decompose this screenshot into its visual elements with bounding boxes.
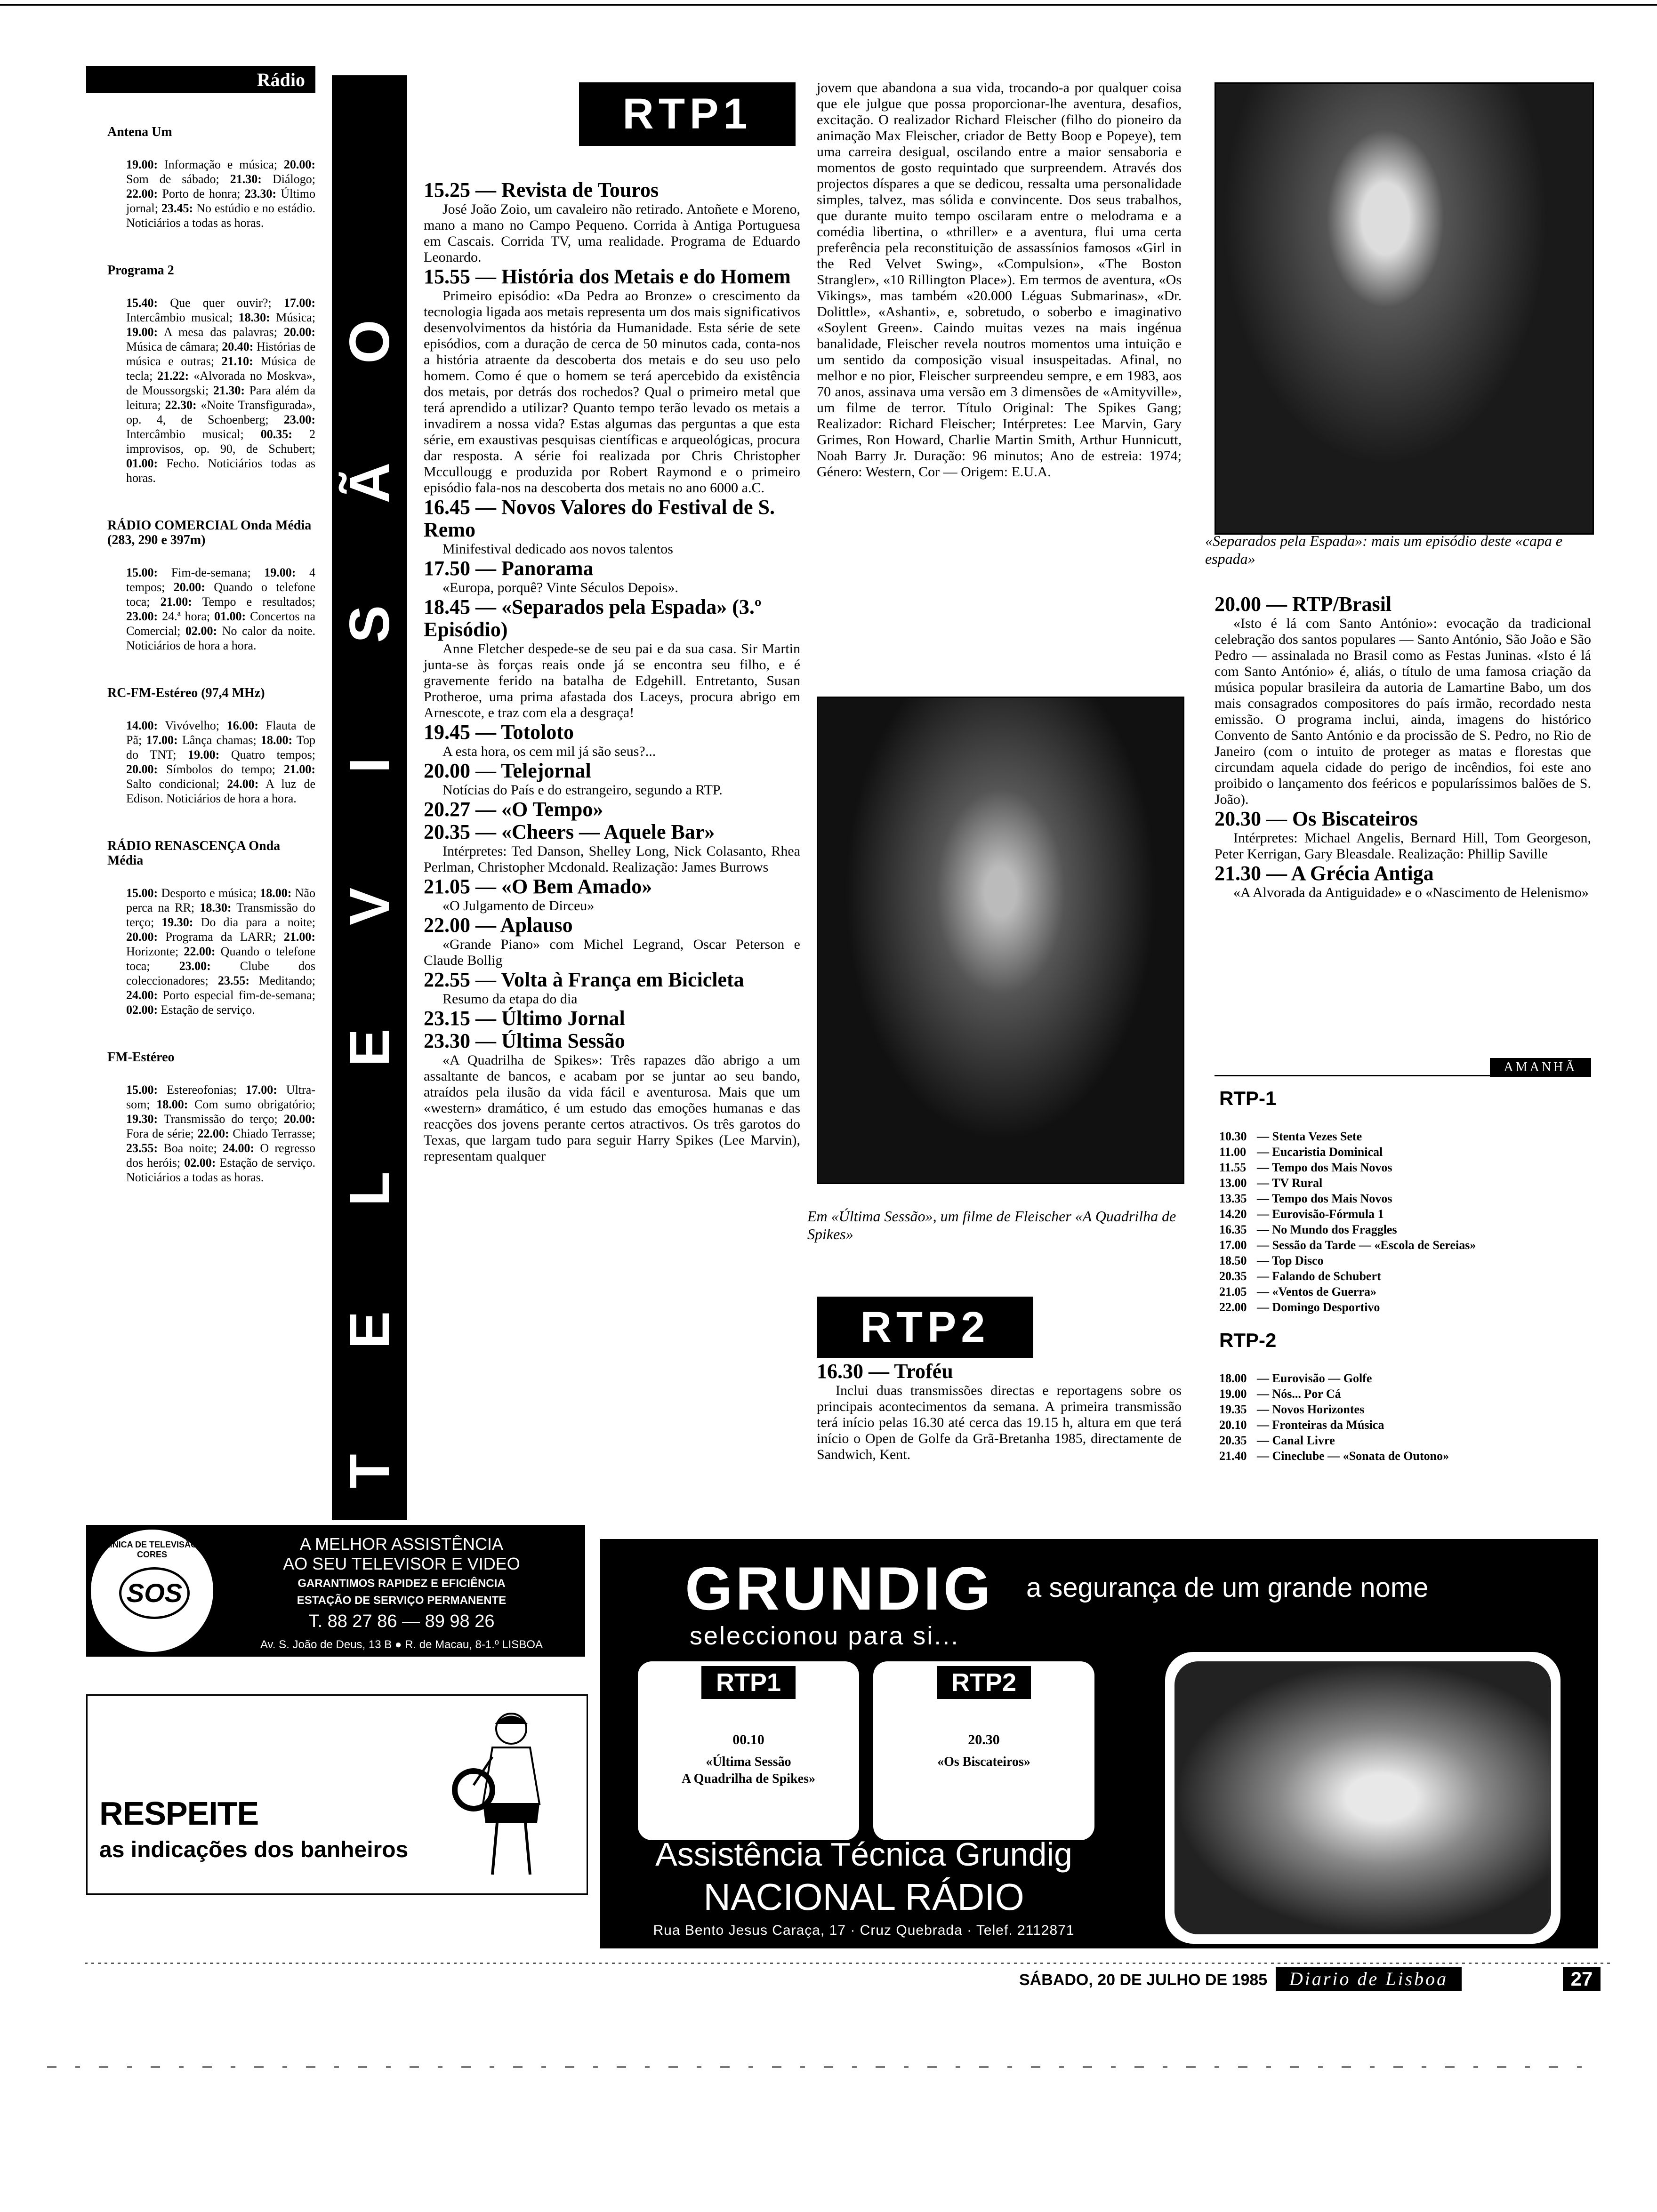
- tv-program: [424, 596, 800, 721]
- radio-time: 20.00:: [173, 580, 205, 594]
- radio-program: Programa da LARR;: [158, 930, 284, 944]
- radio-time: 19.00:: [126, 158, 158, 171]
- radio-program: Fecho. Noticiários todas as horas.: [126, 457, 315, 485]
- radio-program: Porto especial fim-de-semana;: [158, 988, 315, 1002]
- radio-program: 24.ª hora;: [158, 609, 215, 623]
- radio-program: Porto de honra;: [158, 187, 245, 200]
- tv-program-title: 17.50 — Panorama: [424, 557, 594, 580]
- radio-time: 15.00:: [126, 1083, 158, 1097]
- schedule-row: [1219, 1191, 1586, 1206]
- respeite-subtitle: as indicações dos banheiros: [99, 1837, 409, 1862]
- tv-program-title: 21.05 — «O Bem Amado»: [424, 875, 652, 898]
- tv-program: [424, 721, 800, 760]
- radio-program: Estereofonias;: [158, 1083, 246, 1097]
- rtp1-logo: RTP1: [579, 82, 796, 146]
- tv-program: [424, 821, 800, 875]
- radio-program: Música de tecla;: [126, 354, 315, 383]
- schedule-time: 21.05: [1219, 1285, 1247, 1298]
- radio-program: Quando o telefone toca;: [126, 580, 315, 609]
- radio-time: 22.00:: [126, 187, 158, 200]
- televisao-letter: [338, 1440, 402, 1502]
- rtp1-programs: [424, 179, 800, 1164]
- radio-time: 02.00:: [184, 1156, 216, 1170]
- radio-time: 20.00:: [126, 762, 158, 776]
- schedule-time: 11.55: [1219, 1161, 1247, 1174]
- radio-program: No calor da noite. Noticiários de hora a hora.: [126, 624, 316, 652]
- radio-program: Estação de serviço.: [158, 1003, 255, 1017]
- radio-header: Rádio: [86, 66, 315, 93]
- radio-time: 23.00:: [283, 413, 315, 426]
- tv-program-description: Anne Fletcher despede-se de seu pai e da sua casa. Sir Martin junta-se às forças reais onde já se encontra seu filho, e é gravemente ferido na batalha de Edgehill. Entretanto, Susan Protheroe, uma prima afastada dos Laceys, procura abrigo em Arnescote, e traz com ela a desgraça!: [424, 641, 800, 721]
- radio-time: 24.00:: [222, 1141, 255, 1155]
- bottom-scan-marks: [47, 2066, 1601, 2068]
- radio-time: 21.00:: [283, 762, 315, 776]
- radio-program: Intercâmbio musical;: [126, 311, 239, 324]
- tv-program-description: Primeiro episódio: «Da Pedra ao Bronze» o crescimento da tecnologia ligada aos metais representa um dos mais significativos desenvolvimentos da história da Humanidade. Esta série de sete episódios, com a duração de cerca de 50 minutos cada, conta-nos a história atraente da descoberta dos metais e do seu uso pelo homem. Como é que o homem se terá apercebido da existência dos metais, por detrás dos rochedos? Qual o primeiro metal que terá aprendido a utilizar? Quanto tempo terão levado os metais a invadirem a nossa vida? Estas algumas das perguntas a que esta série, em exaustivas pesquisas científicas e arqueológicas, procura dar resposta. A série foi realizada por Chris Christopher Mccullougg e produzida por Robert Raymond e o primeiro episódio fala-nos na descoberta dos metais no ano 6000 a.C.: [424, 288, 800, 496]
- schedule-time: 17.00: [1219, 1238, 1247, 1252]
- schedule-program: — Domingo Desportivo: [1257, 1300, 1380, 1314]
- schedule-row: [1219, 1237, 1586, 1253]
- radio-station-name: RC-FM-Estéreo (97,4 MHz): [107, 686, 265, 700]
- radio-program: O regresso dos heróis;: [126, 1141, 315, 1170]
- radio-program: Música;: [270, 311, 315, 324]
- schedule-time: 19.00: [1219, 1387, 1247, 1401]
- tv-program-title: 20.27 — «O Tempo»: [424, 798, 603, 821]
- radio-time: 15.40:: [126, 296, 158, 310]
- grundig-selection: seleccionou para si...: [690, 1622, 960, 1650]
- televisao-letter-glyph: Ã: [338, 462, 401, 504]
- tv-program-title: 15.25 — Revista de Touros: [424, 178, 659, 201]
- radio-station-schedule: [126, 886, 315, 1017]
- sos-seal: CLÍNICA DE TELEVISÃO A CORES SOS: [91, 1530, 213, 1652]
- radio-program: Fim-de-semana;: [158, 566, 265, 579]
- radio-program: Top do TNT;: [126, 733, 315, 761]
- grundig-card-rtp1: RTP1 00.10 «Última Sessão A Quadrilha de Spikes»: [638, 1661, 859, 1840]
- tv-program: [424, 1007, 800, 1030]
- radio-time: 16.00:: [226, 719, 258, 732]
- tv-program-description: José João Zoio, um cavaleiro não retirado. Antoñete e Moreno, mano a mano no Campo Pequeno. Corrida à Antiga Portuguesa em Cascais. Corrida TV, uma realidade. Programa de Eduardo Leonardo.: [424, 201, 800, 265]
- schedule-row: [1219, 1160, 1586, 1175]
- tv-program-title: 21.30 — A Grécia Antiga: [1215, 862, 1434, 885]
- tv-program-description: «Europa, porquê? Vinte Séculos Depois».: [442, 580, 678, 595]
- tv-program-title: 22.00 — Aplauso: [424, 914, 573, 937]
- schedule-row: [1219, 1417, 1586, 1433]
- tv-program-description: «A Alvorada da Antiguidade» e o «Nascimento de Helenismo»: [1233, 885, 1589, 900]
- radio-program: Desporto e música;: [158, 886, 260, 900]
- televisao-letter: [338, 875, 402, 938]
- televisao-letter: [338, 593, 402, 655]
- schedule-row: [1219, 1448, 1586, 1464]
- schedule-time: 21.40: [1219, 1449, 1247, 1463]
- radio-time: 17.00:: [245, 1083, 277, 1097]
- radio-program: Transmissão do terço;: [126, 901, 315, 929]
- televisao-letter: [338, 1017, 402, 1079]
- grundig-nacional-radio: NACIONAL RÁDIO: [703, 1876, 1024, 1918]
- schedule-row: [1219, 1144, 1586, 1160]
- radio-program: Do dia para a noite;: [193, 915, 316, 929]
- tv-program-title: 15.55 — História dos Metais e do Homem: [424, 265, 791, 288]
- schedule-program: — Canal Livre: [1257, 1434, 1335, 1447]
- schedule-time: 19.35: [1219, 1403, 1247, 1416]
- schedule-time: 20.35: [1219, 1269, 1247, 1283]
- rtp1-continuation: jovem que abandona a sua vida, trocando-a por qualquer coisa que ele julgue que possa proporcionar-lhe aventura, desafios, excitação. O realizador Richard Fleischer (filho do pioneiro da animação Max Fleischer, criador de Betty Boop e Popeye), tem uma carreira desigual, oscilando entre a maior sensaboria e momentos de gosto requintado que surpreendem. Através dos projectos díspares a que se dedicou, ressalta uma personalidade simples, talvez, mas sólida e convincente. Dos seus trabalhos, que durante muito tempo oscilaram entre o melodrama e a comédia libertina, o «thriller» e a aventura, flui uma certa preferência pela reconstituição de assassínios famosos «Girl in the Red Velvet Swing», «Compulsion», «The Boston Strangler», «10 Rillington Place»). Em termos de aventura, «Os Vikings», mas também «20.000 Léguas Submarinas», «Dr. Dolittle», «Ashanti», e, sobretudo, o soberbo e imaginativo «Soylent Green». Caindo muitas vezes na mais ingénua banalidade, Fleischer revela noutros momentos uma intuição e um sentido da composição visual insuspeitadas. Afinal, no melhor e no pior, Fleischer surpreendeu sempre, e em 1983, aos 70 anos, assinava uma versão em 3 dimensões de «Amityville», um filme de terror. Título Original: The Spikes Gang; Realizador: Richard Fleischer; Intérpretes: Lee Marvin, Gary Grimes, Ron Howard, Charlie Martin Smith, Arthur Hunnicutt, Noah Barry Jr. Duração: 96 minutos; Ano de estreia: 1974; Género: Western, Cor — Origem: E.U.A.: [817, 80, 1182, 480]
- rtp2-programs: [817, 1360, 1182, 1463]
- radio-time: 17.00:: [283, 296, 315, 310]
- radio-time: 21.22:: [157, 369, 189, 383]
- radio-program: Flauta de Pã;: [126, 719, 315, 747]
- radio-station-schedule: [126, 565, 315, 653]
- amanha-rtp1-list: [1219, 1129, 1586, 1315]
- schedule-program: — Nós... Por Cá: [1257, 1387, 1341, 1401]
- tv-program-title: 22.55 — Volta à França em Bicicleta: [424, 968, 744, 991]
- newspaper-name: Diario de Lisboa: [1276, 1967, 1462, 1991]
- tv-program-description: Intérpretes: Ted Danson, Shelley Long, Nick Colasanto, Rhea Perlman, Christopher Mcdonald. Realização: James Burrows: [424, 843, 800, 875]
- radio-program: Quatro tempos;: [219, 748, 315, 761]
- radio-program: Meditando;: [249, 974, 316, 987]
- radio-station-schedule: [126, 718, 315, 806]
- televisao-letter-glyph: E: [338, 1311, 401, 1349]
- televisao-letter-glyph: T: [338, 1454, 401, 1489]
- tv-program-title: 19.45 — Totoloto: [424, 721, 574, 744]
- photo-ultima-sessao: [817, 697, 1184, 1184]
- schedule-time: 22.00: [1219, 1300, 1247, 1314]
- radio-time: 01.00:: [126, 457, 158, 470]
- radio-time: 19.30:: [126, 1112, 158, 1126]
- tv-program-description: Minifestival dedicado aos novos talentos: [442, 541, 673, 557]
- tv-program: [424, 496, 800, 557]
- schedule-time: 20.10: [1219, 1418, 1247, 1432]
- televisao-letter: [338, 311, 402, 373]
- tv-program-title: 20.00 — Telejornal: [424, 759, 591, 782]
- schedule-program: — «Ventos de Guerra»: [1257, 1285, 1376, 1298]
- footer-date: SÁBADO, 20 DE JULHO DE 1985: [1019, 1971, 1268, 1989]
- tv-program: [424, 969, 800, 1007]
- respeite-title: RESPEITE: [99, 1795, 259, 1832]
- radio-program: Lânça chamas;: [177, 733, 261, 747]
- grundig-assistance: Assistência Técnica Grundig: [655, 1836, 1072, 1873]
- televisao-letter-glyph: E: [338, 1028, 401, 1067]
- radio-program: Diálogo;: [261, 172, 315, 186]
- radio-program: Que quer ouvir?;: [158, 296, 284, 310]
- schedule-time: 13.00: [1219, 1176, 1247, 1190]
- radio-program: A mesa das palavras;: [158, 325, 284, 339]
- radio-program: Último jornal;: [126, 187, 316, 215]
- schedule-time: 18.50: [1219, 1254, 1247, 1267]
- radio-station-name: RÁDIO COMERCIAL Onda Média (283, 290 e 397m): [107, 518, 312, 547]
- tv-program: [424, 875, 800, 914]
- tv-program: [424, 798, 800, 821]
- radio-program: No estúdio e no estádio. Noticiários a todas as horas.: [126, 201, 315, 230]
- televisao-letter: [338, 1299, 402, 1361]
- radio-program: Para além da leitura;: [126, 384, 315, 412]
- radio-program: Informação e música;: [158, 158, 284, 171]
- schedule-program: — Fronteiras da Música: [1257, 1418, 1384, 1432]
- radio-listings: [86, 125, 315, 1218]
- radio-time: 18.00:: [156, 1098, 188, 1111]
- footer-rule: [85, 1963, 1610, 1964]
- schedule-row: [1219, 1370, 1586, 1386]
- radio-program: Concertos na Comercial;: [126, 609, 315, 638]
- caption-photo2: Em «Última Sessão», um filme de Fleischer «A Quadrilha de Spikes»: [807, 1208, 1176, 1242]
- televisao-letter-glyph: V: [338, 887, 401, 926]
- schedule-row: [1219, 1253, 1586, 1268]
- radio-program: Símbolos do tempo;: [158, 762, 284, 776]
- schedule-program: — Top Disco: [1257, 1254, 1324, 1267]
- schedule-row: [1219, 1268, 1586, 1284]
- radio-time: 21.00:: [160, 595, 192, 609]
- radio-program: Ultra-som;: [126, 1083, 315, 1111]
- radio-time: 20.00:: [283, 325, 315, 339]
- rtp2-logo: RTP2: [817, 1297, 1033, 1358]
- radio-program: Chiado Terrasse;: [229, 1127, 315, 1140]
- televisao-letter: [338, 734, 402, 796]
- grundig-address: Rua Bento Jesus Caraça, 17 · Cruz Quebrada · Telef. 2112871: [653, 1923, 1075, 1938]
- grundig-brand: GRUNDIG: [685, 1554, 994, 1623]
- schedule-row: [1219, 1402, 1586, 1417]
- radio-time: 15.00:: [126, 566, 158, 579]
- tv-program: [424, 179, 800, 265]
- schedule-row: [1219, 1284, 1586, 1299]
- televisao-band: [332, 75, 407, 1520]
- radio-station-name: RÁDIO RENASCENÇA Onda Média: [107, 839, 281, 868]
- tv-program-description: «A Quadrilha de Spikes»: Três rapazes dão abrigo a um assaltante de bancos, e acabam por se juntar ao seu bando, atraídos pela ilusão da vida fácil e aventurosa. Mais que um «western» dramático, é um estudo das emoções humanas e das reacções dos jovens perante certos atractivos. Os três garotos do Texas, que largam tudo para seguir Harry Spikes (Lee Marvin), representam qualquer: [424, 1052, 800, 1164]
- tv-program-description: Resumo da etapa do dia: [442, 991, 578, 1007]
- schedule-program: — Falando de Schubert: [1257, 1269, 1381, 1283]
- tv-program: [1215, 862, 1591, 901]
- televisao-letter-glyph: S: [338, 605, 401, 643]
- televisao-letter-glyph: I: [338, 757, 401, 773]
- tv-program-title: 16.45 — Novos Valores do Festival de S. Remo: [424, 496, 775, 541]
- radio-station-schedule: [126, 1082, 315, 1185]
- schedule-program: — Eucaristia Dominical: [1257, 1145, 1383, 1159]
- radio-program: 4 tempos;: [126, 566, 316, 594]
- radio-time: 23.45:: [161, 201, 193, 215]
- radio-time: 21.00:: [283, 930, 315, 944]
- radio-time: 17.00:: [146, 733, 178, 747]
- schedule-row: [1219, 1433, 1586, 1448]
- radio-time: 23.30:: [244, 187, 276, 200]
- tv-program-description: «O Julgamento de Dirceu»: [442, 898, 595, 914]
- schedule-program: — Stenta Vezes Sete: [1257, 1130, 1362, 1143]
- radio-time: 23.00:: [126, 609, 158, 623]
- schedule-row: [1219, 1129, 1586, 1144]
- schedule-row: [1219, 1386, 1586, 1402]
- amanha-rtp2-title: RTP-2: [1219, 1329, 1277, 1351]
- radio-program: Clube dos coleccionadores;: [126, 959, 315, 987]
- schedule-program: — Tempo dos Mais Novos: [1257, 1161, 1392, 1174]
- amanha-schedule: [1219, 1087, 1586, 1464]
- radio-program: Com sumo obrigatório;: [188, 1098, 315, 1111]
- radio-program: «Noite Transfigurada», op. 4, de Schoenberg;: [126, 398, 315, 426]
- radio-program: Horizonte;: [126, 945, 184, 958]
- grundig-card-rtp2: RTP2 20.30 «Os Biscateiros»: [873, 1661, 1094, 1840]
- radio-station-name: Programa 2: [107, 263, 174, 278]
- radio-time: 00.35:: [260, 427, 292, 441]
- photo-separados-pela-espada: [1215, 82, 1594, 535]
- radio-time: 20.00:: [126, 930, 158, 944]
- schedule-program: — Eurovisão — Golfe: [1257, 1371, 1372, 1385]
- televisao-letter-glyph: O: [338, 320, 401, 364]
- tv-program-title: 20.35 — «Cheers — Aquele Bar»: [424, 820, 715, 843]
- radio-program: 2 improvisos, op. 90, de Schubert;: [126, 427, 316, 456]
- tv-program: [424, 1030, 800, 1164]
- tv-program: [424, 914, 800, 969]
- radio-program: Vivóvelho;: [158, 719, 227, 732]
- schedule-program: — Sessão da Tarde — «Escola de Sereias»: [1257, 1238, 1476, 1252]
- radio-time: 20.00:: [283, 1112, 315, 1126]
- radio-time: 19.30:: [161, 915, 193, 929]
- radio-time: 21.30:: [230, 172, 262, 186]
- schedule-program: — Cineclube — «Sonata de Outono»: [1257, 1449, 1449, 1463]
- grundig-tagline: a segurança de um grande nome: [1026, 1572, 1429, 1603]
- tv-program-description: Intérpretes: Michael Angelis, Bernard Hill, Tom Georgeson, Peter Kerrigan, Gary Bleasdale. Realização: Phillip Saville: [1215, 830, 1591, 862]
- tv-program-description: «Grande Piano» com Michel Legrand, Oscar Peterson e Claude Bollig: [424, 937, 800, 968]
- radio-program: Som de sábado;: [126, 172, 230, 186]
- radio-time: 24.00:: [126, 988, 158, 1002]
- radio-time: 18.30:: [238, 311, 270, 324]
- tv-program: [1215, 593, 1591, 808]
- schedule-program: — Novos Horizontes: [1257, 1403, 1365, 1416]
- schedule-time: 13.35: [1219, 1192, 1247, 1205]
- radio-program: Quando o telefone toca;: [126, 945, 316, 973]
- top-rule: [0, 4, 1657, 6]
- tv-program-description: Notícias do País e do estrangeiro, segundo a RTP.: [442, 782, 723, 798]
- radio-program: «Alvorada no Moskva», de Moussorgski;: [126, 369, 315, 397]
- respeite-ad: [86, 1694, 588, 1895]
- radio-time: 18.30:: [200, 901, 232, 914]
- radio-program: Histórias de música e outras;: [126, 340, 315, 368]
- schedule-time: 20.35: [1219, 1434, 1247, 1447]
- tv-program-description: A esta hora, os cem mil já são seus?...: [442, 744, 656, 759]
- radio-time: 19.00:: [264, 566, 296, 579]
- right-programs: [1215, 593, 1591, 901]
- lifeguard-illustration-icon: [445, 1705, 577, 1884]
- tv-program-description: Inclui duas transmissões directas e reportagens sobre os principais acontecimentos da semana. A primeira transmissão terá início pelas 16.30 até cerca das 19.15 h, altura em que terá início o Open de Golfe da Grã-Bretanha 1985, directamente de Sandwich, Kent.: [817, 1383, 1182, 1462]
- schedule-program: — TV Rural: [1257, 1176, 1323, 1190]
- schedule-row: [1219, 1175, 1586, 1191]
- radio-time: 23.00:: [179, 959, 211, 973]
- amanha-header: AMANHÃ: [1215, 1058, 1591, 1077]
- radio-time: 24.00:: [227, 777, 259, 791]
- radio-time: 18.00:: [260, 886, 292, 900]
- radio-station-schedule: [126, 296, 315, 485]
- schedule-row: [1219, 1299, 1586, 1315]
- schedule-time: 14.20: [1219, 1207, 1247, 1221]
- schedule-time: 18.00: [1219, 1371, 1247, 1385]
- radio-time: 18.00:: [261, 733, 293, 747]
- grundig-ad: [600, 1539, 1598, 1948]
- radio-station-name: FM-Estéreo: [107, 1050, 175, 1065]
- amanha-rtp1-title: RTP-1: [1219, 1087, 1277, 1109]
- radio-station-schedule: [126, 157, 315, 230]
- radio-time: 19.00:: [188, 748, 220, 761]
- tv-program: [424, 557, 800, 596]
- schedule-program: — Eurovisão-Fórmula 1: [1257, 1207, 1384, 1221]
- radio-time: 21.30:: [213, 384, 245, 397]
- radio-time: 20.00:: [283, 158, 315, 171]
- radio-program: Música de câmara;: [126, 340, 222, 353]
- tv-program: [424, 760, 800, 798]
- tv-program: [424, 265, 800, 496]
- amanha-rtp2-list: [1219, 1370, 1586, 1464]
- tv-program-title: 16.30 — Troféu: [817, 1360, 953, 1383]
- tv-set-photo: [1165, 1652, 1560, 1944]
- radio-time: 15.00:: [126, 886, 158, 900]
- tv-program-title: 20.00 — RTP/Brasil: [1215, 593, 1392, 616]
- radio-program: Salto condicional;: [126, 777, 227, 791]
- tv-program: [1215, 808, 1591, 862]
- tv-program-description: «Isto é lá com Santo António»: evocação da tradicional celebração dos santos populares — Santo António, São João e São Pedro — assinalada no Brasil como as Festas Juninas. «Isto é lá com Santo António» é, aliás, o título de uma famosa criação da música popular brasileira da autoria de Lamartine Babo, um dos mais consagrados compositores do país irmão, recordado nesta emissão. O programa inclui, ainda, imagens do histórico Convento de Santo António e da procissão de S. Pedro, no Rio de Janeiro (com o intuito de proteger as matas e florestas que circundam aquela cidade do perigo de incêndios, foi este ano proibido o lançamento dos feéricos e popularíssimos balões de S. João).: [1215, 616, 1591, 807]
- schedule-time: 16.35: [1219, 1223, 1247, 1236]
- radio-time: 02.00:: [126, 1003, 158, 1017]
- tv-program-title: 18.45 — «Separados pela Espada» (3.º Episódio): [424, 595, 762, 641]
- televisao-letter-glyph: L: [338, 1171, 401, 1206]
- tv-program-title: 20.30 — Os Biscateiros: [1215, 807, 1418, 830]
- radio-program: Intercâmbio musical;: [126, 427, 261, 441]
- radio-time: 14.00:: [126, 719, 158, 732]
- radio-program: Fora de série;: [126, 1127, 198, 1140]
- radio-program: A luz de Edison. Noticiários de hora a hora.: [126, 777, 315, 805]
- radio-time: 23.55:: [126, 1141, 158, 1155]
- schedule-time: 11.00: [1219, 1145, 1247, 1159]
- tv-program-title: 23.15 — Último Jornal: [424, 1007, 625, 1030]
- radio-program: Não perca na RR;: [126, 886, 315, 914]
- page-number: 27: [1563, 1967, 1601, 1991]
- radio-station-name: Antena Um: [107, 125, 172, 139]
- radio-time: 01.00:: [214, 609, 246, 623]
- schedule-program: — Tempo dos Mais Novos: [1257, 1192, 1392, 1205]
- radio-time: 22.30:: [165, 398, 197, 412]
- radio-program: Tempo e resultados;: [192, 595, 315, 609]
- caption-photo1: «Separados pela Espada»: mais um episódio deste «capa e espada»: [1205, 532, 1563, 567]
- televisao-letter: [338, 452, 402, 514]
- radio-time: 02.00:: [185, 624, 217, 638]
- schedule-row: [1219, 1206, 1586, 1222]
- radio-time: 20.40:: [222, 340, 254, 353]
- radio-time: 22.00:: [184, 945, 216, 958]
- radio-time: 23.55:: [217, 974, 249, 987]
- radio-program: Transmissão do terço;: [158, 1112, 284, 1126]
- radio-program: Estação de serviço. Noticiários a todas as horas.: [126, 1156, 315, 1184]
- radio-program: Boa noite;: [158, 1141, 223, 1155]
- tv-program: [817, 1360, 1182, 1463]
- schedule-row: [1219, 1222, 1586, 1237]
- televisao-letter: [338, 1158, 402, 1220]
- sos-ad: CLÍNICA DE TELEVISÃO A CORES SOS A MELHOR ASSISTÊNCIA AO SEU TELEVISOR E VIDEO GARANTIMOS RAPIDEZ E EFICIÊNCIA ESTAÇÃO DE SERVIÇO PERMANENTE T. 88 27 86 — 89 98 26 Av. S. João de Deus, 13 B ● R. de Macau, 8-1.º LISBOA: [86, 1525, 585, 1657]
- radio-time: 22.00:: [197, 1127, 229, 1140]
- radio-time: 21.10:: [221, 354, 253, 368]
- radio-time: 19.00:: [126, 325, 158, 339]
- schedule-time: 10.30: [1219, 1130, 1247, 1143]
- schedule-program: — No Mundo dos Fraggles: [1257, 1223, 1397, 1236]
- tv-program-title: 23.30 — Última Sessão: [424, 1029, 625, 1052]
